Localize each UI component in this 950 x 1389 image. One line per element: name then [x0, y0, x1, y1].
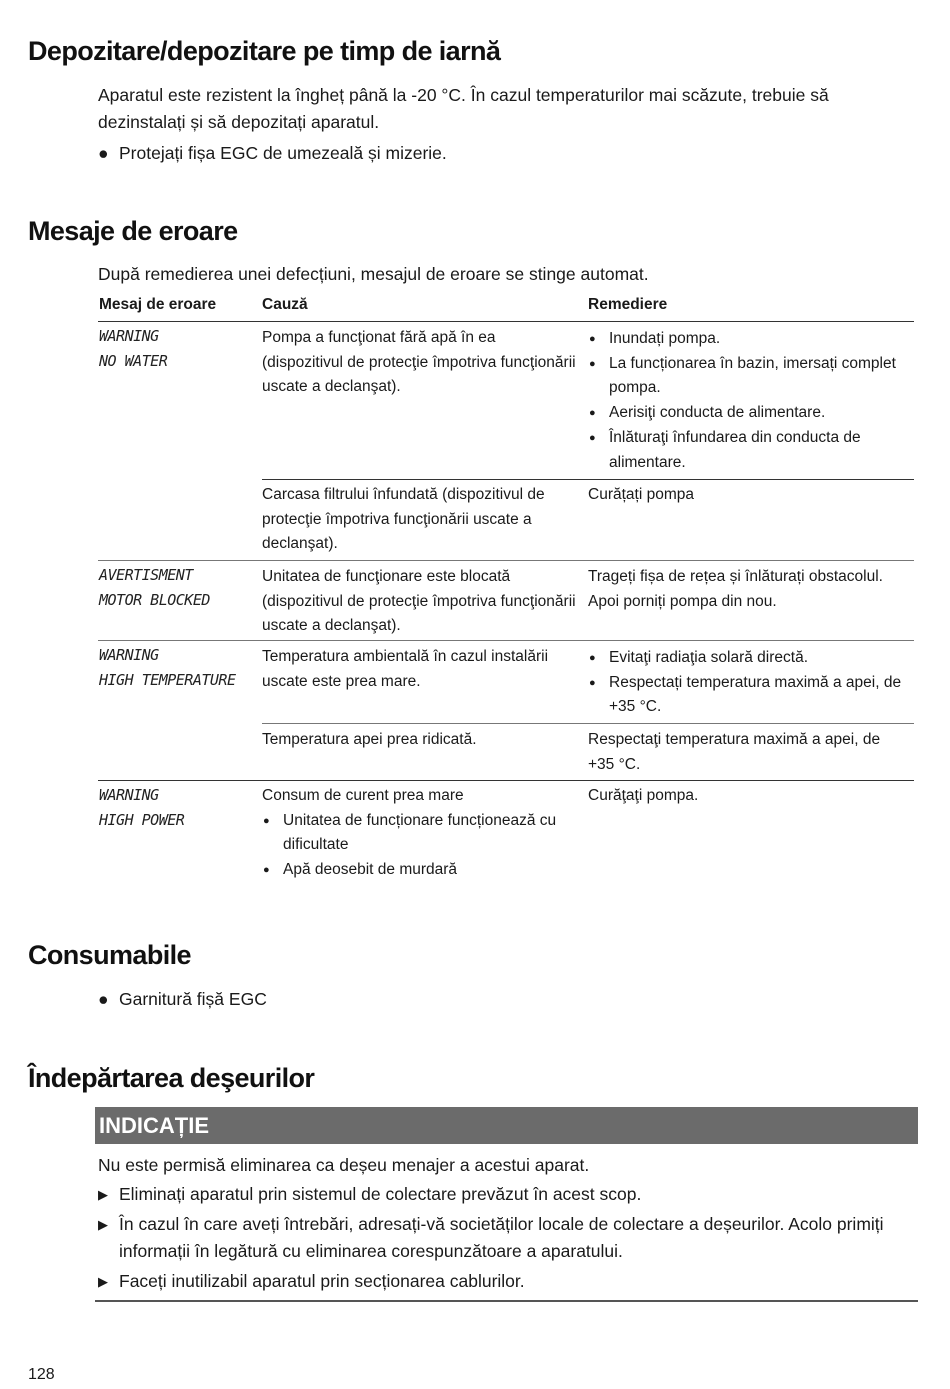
disposal-step: ▶ Faceți inutilizabil aparatul prin secționarea cablurilor.	[98, 1268, 898, 1295]
triangle-right-icon: ▶	[98, 1274, 108, 1289]
remedy-cell	[588, 646, 910, 720]
list-item: ● Respectați temperatura maximă a apei, de +35 °C.	[588, 671, 910, 720]
triangle-right-icon: ▶	[98, 1217, 108, 1232]
row-rule	[98, 560, 914, 561]
row-rule	[262, 723, 914, 724]
cause-cell: Temperatura apei prea ridicată.	[262, 731, 477, 748]
remedy-cell: Curățați pompa	[588, 486, 694, 503]
list-item: ● Apă deosebit de murdară	[262, 858, 582, 883]
section-title-errors: Mesaje de eroare	[28, 216, 238, 246]
list-item: ● Inundați pompa.	[588, 327, 910, 352]
header-cause: Cauză	[262, 296, 308, 313]
list-item: ● Unitatea de funcționare funcționează cu dificultate	[262, 809, 582, 858]
disposal-text: Nu este permisă eliminarea ca deșeu menajer a acestui aparat.	[98, 1155, 590, 1175]
row-rule	[262, 479, 914, 480]
section-title-consumables: Consumabile	[28, 940, 191, 970]
cause-cell: Pompa a funcţionat fără apă în ea (dispozitivul de protecţie împotriva funcţionării uscate a declanşat).	[262, 329, 576, 396]
list-item: ● Aerisiţi conducta de alimentare.	[588, 401, 910, 426]
storage-text: Aparatul este rezistent la îngheț până la -20 °C. În cazul temperaturilor mai scăzute, trebuie să dezinstalați și să depozitați aparatul.	[98, 85, 829, 132]
row-rule	[98, 640, 914, 641]
error-code: AVERTISMENT MOTOR BLOCKED	[99, 566, 210, 609]
list-item: ● La funcționarea în bazin, imersați complet pompa.	[588, 352, 910, 401]
notice-banner: INDICAȚIE	[95, 1107, 918, 1144]
row-rule	[98, 780, 914, 781]
section-title-storage: Depozitare/depozitare pe timp de iarnă	[28, 36, 501, 66]
cause-cell: Unitatea de funcţionare este blocată (dispozitivul de protecţie împotriva funcţionării uscate a declanşat).	[262, 568, 576, 635]
section-title-disposal: Îndepărtarea deşeurilor	[28, 1063, 315, 1093]
errors-intro: După remedierea unei defecțiuni, mesajul de eroare se stinge automat.	[98, 264, 649, 284]
cause-cell: Carcasa filtrului înfundată (dispozitivul de protecţie împotriva funcţionării uscate a declanşat).	[262, 486, 545, 553]
cause-cell: Temperatura ambientală în cazul instalării uscate este prea mare.	[262, 648, 549, 690]
error-code: WARNING HIGH TEMPERATURE	[99, 646, 236, 689]
list-item: ● Înlăturaţi înfundarea din conducta de alimentare.	[588, 426, 910, 475]
remedy-cell: Curăţaţi pompa.	[588, 787, 699, 804]
header-remedy: Remediere	[588, 296, 668, 313]
table-header-rule	[98, 321, 914, 322]
error-code: WARNING HIGH POWER	[99, 786, 185, 829]
triangle-right-icon: ▶	[98, 1187, 108, 1202]
disposal-rule	[95, 1300, 918, 1302]
remedy-cell: Trageți fișa de rețea și înlăturați obstacolul. Apoi porniți pompa din nou.	[588, 568, 883, 610]
header-message: Mesaj de eroare	[99, 296, 217, 313]
remedy-cell: Respectaţi temperatura maximă a apei, de +35 °C.	[588, 731, 881, 773]
disposal-step: ▶ Eliminați aparatul prin sistemul de colectare prevăzut în acest scop.	[98, 1181, 898, 1208]
storage-bullet: ● Protejați fișa EGC de umezeală și mizerie.	[98, 140, 447, 167]
disposal-step: ▶ În cazul în care aveți întrebări, adresați-vă societăților locale de colectare a deșeurilor. Acolo primiți informații în legătură cu eliminarea corespunzătoare a aparatului.	[98, 1211, 898, 1265]
cause-cell: Consum de curent prea mare ● Unitatea de funcționare funcționează cu dificultate ● Apă deosebit de murdară	[262, 784, 582, 883]
list-item: ● Evitaţi radiaţia solară directă.	[588, 646, 910, 671]
page-number: 128	[28, 1366, 55, 1383]
error-code: WARNING NO WATER	[99, 327, 168, 370]
bullet-icon: ●	[98, 143, 109, 163]
remedy-cell	[588, 327, 910, 475]
bullet-icon: ●	[98, 989, 109, 1009]
consumables-bullet: ● Garnitură fișă EGC	[98, 986, 267, 1013]
